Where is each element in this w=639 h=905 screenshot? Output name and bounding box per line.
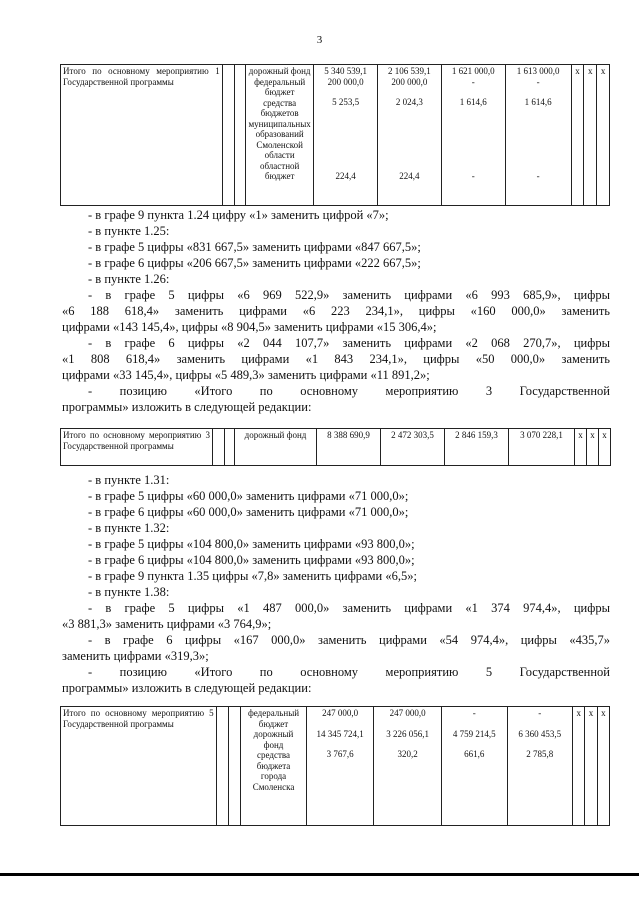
text-line: цифрами «143 145,4», цифры «8 904,5» заменить цифрами «15 306,4»; <box>62 320 437 334</box>
funding-source-cell <box>246 65 314 206</box>
text-line: «3 881,3» заменить цифрами «3 764,9»; <box>62 617 272 631</box>
table-main-activity-5 <box>60 706 610 826</box>
value-col-5: 5 340 539,1 200 000,0 5 253,5 224,4 <box>314 65 378 206</box>
x-mark: х <box>599 429 611 466</box>
text-line: «6 188 618,4» заменить цифрами «6 223 234,1», цифры «160 000,0» заменить <box>62 304 610 318</box>
source-label: федеральный бюджет <box>247 708 300 729</box>
page-number: 3 <box>316 34 323 46</box>
text-line: - в графе 6 цифры «60 000,0» заменить цифрами «71 000,0»; <box>88 505 409 519</box>
x-mark: х <box>597 707 609 826</box>
value-col-7: 2 846 159,3 <box>445 429 509 466</box>
text-line: - в пункте 1.32: <box>88 521 170 535</box>
amendments-text-1 <box>62 207 610 415</box>
table-label: Итого по основному мероприятию 5 Государственной программы <box>61 707 217 826</box>
text-line: - в графе 6 цифры «206 667,5» заменить цифрами «222 667,5»; <box>88 256 421 270</box>
table-label: Итого по основному мероприятию 3 Государственной программы <box>61 429 213 466</box>
text-line: - в пункте 1.31: <box>88 473 170 487</box>
text-line: - в графе 6 цифры «2 044 107,7» заменить цифрами «2 068 270,7», цифры <box>88 336 610 350</box>
value-col-6: 2 472 303,5 <box>381 429 445 466</box>
x-mark: х <box>587 429 599 466</box>
funding-source-cell: дорожный фонд <box>235 429 317 466</box>
x-mark: х <box>597 65 610 206</box>
text-line: программы» изложить в следующей редакции: <box>62 681 312 695</box>
value-col-5: 247 000,0 14 345 724,1 3 767,6 <box>306 707 374 826</box>
text-line: - в графе 6 цифры «167 000,0» заменить цифрами «54 974,4», цифры «435,7» <box>88 633 610 647</box>
table-label: Итого по основному мероприятию 1 Государственной программы <box>61 65 223 206</box>
text-line: - в графе 9 пункта 1.35 цифры «7,8» заменить цифрами «6,5»; <box>88 569 417 583</box>
funding-source-cell <box>241 707 307 826</box>
text-line: - в графе 5 цифры «831 667,5» заменить цифрами «847 667,5»; <box>88 240 421 254</box>
text-line: - в пункте 1.25: <box>88 224 170 238</box>
table-main-activity-3 <box>60 428 611 466</box>
text-line: заменить цифрами «319,3»; <box>62 649 209 663</box>
text-line: программы» изложить в следующей редакции: <box>62 400 312 414</box>
x-mark: х <box>584 65 597 206</box>
text-line: - в пункте 1.26: <box>88 272 170 286</box>
x-mark: х <box>573 707 585 826</box>
text-line: - в графе 5 цифры «6 969 522,9» заменить цифрами «6 993 685,9», цифры <box>88 288 610 302</box>
source-label: средства бюджета города Смоленска <box>252 750 295 792</box>
source-label: дорожный фонд <box>248 66 311 76</box>
text-line: - в графе 9 пункта 1.24 цифру «1» заменить цифрой «7»; <box>88 208 389 222</box>
value-col-5: 8 388 690,9 <box>317 429 381 466</box>
text-line: - в графе 5 цифры «104 800,0» заменить цифрами «93 800,0»; <box>88 537 415 551</box>
value-col-8: - 6 360 453,5 2 785,8 <box>507 707 573 826</box>
source-label: федеральный бюджет <box>254 76 306 97</box>
amendments-text-2 <box>62 472 610 696</box>
text-line: - в графе 6 цифры «104 800,0» заменить цифрами «93 800,0»; <box>88 553 415 567</box>
text-line: - в графе 5 цифры «1 487 000,0» заменить цифрами «1 374 974,4», цифры <box>88 601 610 615</box>
x-mark: х <box>585 707 597 826</box>
source-label: дорожный фонд <box>253 729 294 750</box>
value-col-7: - 4 759 214,5 661,6 <box>441 707 507 826</box>
bottom-rule <box>0 873 639 876</box>
value-col-8: 1 613 000,0 - 1 614,6 - <box>505 65 571 206</box>
value-col-8: 3 070 228,1 <box>509 429 575 466</box>
x-mark: х <box>575 429 587 466</box>
x-mark: х <box>571 65 584 206</box>
text-line: цифрами «33 145,4», цифры «5 489,3» заменить цифрами «11 891,2»; <box>62 368 430 382</box>
text-line: - в графе 5 цифры «60 000,0» заменить цифрами «71 000,0»; <box>88 489 409 503</box>
text-line: - позицию «Итого по основному мероприятию 5 Государственной <box>88 665 610 679</box>
value-col-6: 2 106 539,1 200 000,0 2 024,3 224,4 <box>378 65 442 206</box>
text-line: «1 808 618,4» заменить цифрами «1 843 234,1», цифры «50 000,0» заменить <box>62 352 610 366</box>
text-line: - позицию «Итого по основному мероприятию 3 Государственной <box>88 384 610 398</box>
table-main-activity-1 <box>60 64 610 206</box>
value-col-7: 1 621 000,0 - 1 614,6 - <box>441 65 505 206</box>
value-col-6: 247 000,0 3 226 056,1 320,2 <box>374 707 442 826</box>
source-label: областной бюджет <box>259 160 300 181</box>
text-line: - в пункте 1.38: <box>88 585 170 599</box>
source-label: средства бюджетов муниципальных образований Смоленской области <box>248 97 311 160</box>
